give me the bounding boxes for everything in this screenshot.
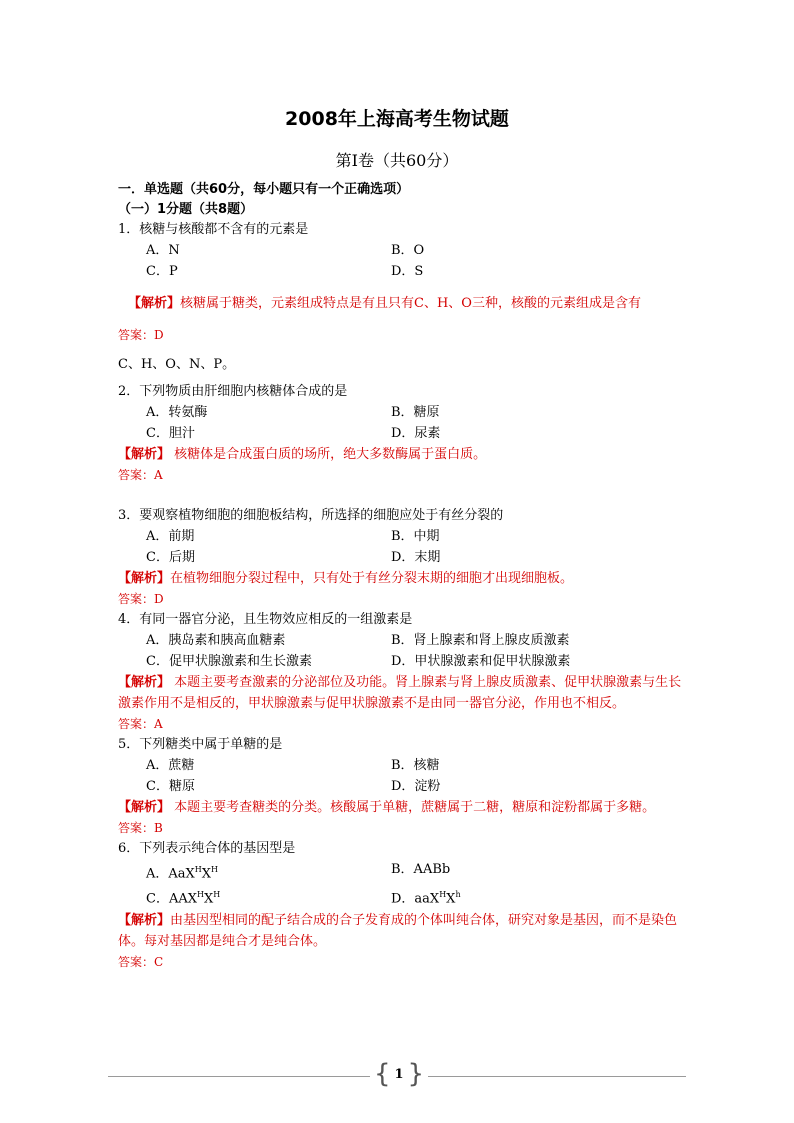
question-4-stem: 4．有同一器官分泌，且生物效应相反的一组激素是 (118, 612, 413, 627)
option: A．$AaX^HX^H$ (146, 865, 219, 882)
question-4-options (118, 630, 688, 672)
question-1-options (118, 240, 688, 282)
question-2-stem: 2．下列物质由肝细胞内核糖体合成的是 (118, 384, 348, 399)
analysis-tag: 【解析】 (118, 447, 171, 462)
option: B．糖原 (391, 405, 440, 420)
question-5-answer: 答案：B (118, 821, 163, 835)
question-6-stem: 6．下列表示纯合体的基因型是 (118, 841, 296, 856)
option: C．糖原 (146, 779, 195, 794)
question-1-extra: C、H、O、N、P。 (118, 357, 236, 372)
page-title: 2008年上海高考生物试题 (285, 108, 509, 130)
option: B．O (391, 243, 425, 258)
footer-rule-right (428, 1076, 686, 1077)
option: D．末期 (391, 550, 441, 565)
option: D．尿素 (391, 426, 441, 441)
analysis-tag: 【解析】 (118, 800, 171, 815)
option: D．甲状腺激素和促甲状腺激素 (391, 654, 571, 669)
option: B．中期 (391, 529, 440, 544)
question-5-options (118, 755, 688, 797)
page-subtitle: 第Ⅰ卷（共60分） (335, 151, 459, 170)
analysis-text: 本题主要考查糖类的分类。核酸属于单糖，蔗糖属于二糖，糖原和淀粉都属于多糖。 (170, 800, 656, 815)
option: A．转氨酶 (146, 405, 208, 420)
analysis-text: 核糖体是合成蛋白质的场所，绝大多数酶属于蛋白质。 (170, 447, 487, 462)
analysis-tag: 【解析】 (118, 571, 171, 586)
analysis-text: 核糖属于糖类，元素组成特点是有且只有C、H、O三种，核酸的元素组成是含有 (180, 296, 641, 311)
content (118, 180, 688, 973)
option: C．后期 (146, 550, 195, 565)
question-3-stem: 3．要观察植物细胞的细胞板结构，所选择的细胞应处于有丝分裂的 (118, 508, 504, 523)
analysis-tag: 【解析】 (128, 296, 181, 311)
question-4-analysis (118, 672, 688, 714)
analysis-tag: 【解析】 (118, 675, 171, 690)
question-6-analysis (118, 910, 688, 952)
question-3-analysis (118, 568, 688, 589)
option: C．促甲状腺激素和生长激素 (146, 654, 312, 669)
question-1-stem: 1．核糖与核酸都不含有的元素是 (118, 222, 309, 237)
subsection-heading: （一）1分题（共8题） (118, 202, 254, 217)
question-6-options (118, 859, 688, 910)
section-heading: 一．单选题（共60分，每小题只有一个正确选项） (118, 182, 410, 197)
question-2-analysis (118, 444, 688, 465)
question-3-options (118, 526, 688, 568)
question-4-answer: 答案：A (118, 717, 163, 731)
analysis-text: 在植物细胞分裂过程中，只有处于有丝分裂末期的细胞才出现细胞板。 (170, 571, 574, 586)
option: A．N (146, 243, 180, 258)
analysis-text: 本题主要考查激素的分泌部位及功能。肾上腺素与肾上腺皮质激素、促甲状腺激素与生长激素作用不是相反的，甲状腺激素与促甲状腺激素不是由同一器官分泌，作用也不相反。 (118, 675, 682, 711)
question-2-options (118, 402, 688, 444)
footer-rule-left (108, 1076, 370, 1077)
option: B．AABb (391, 862, 451, 877)
option: D．淀粉 (391, 779, 441, 794)
option: C．P (146, 264, 178, 279)
option: B．核糖 (391, 758, 440, 773)
question-1-analysis (118, 288, 688, 320)
question-3-answer: 答案：D (118, 592, 164, 606)
question-5-stem: 5．下列糖类中属于单糖的是 (118, 737, 283, 752)
analysis-tag: 【解析】 (118, 912, 171, 928)
option: C．胆汁 (146, 426, 195, 441)
question-5-analysis (118, 797, 688, 818)
option: A．蔗糖 (146, 758, 195, 773)
question-2-answer: 答案：A (118, 468, 163, 482)
option: A．胰岛素和胰高血糖素 (146, 633, 286, 648)
question-6-answer: 答案：C (118, 954, 164, 969)
question-1-answer: 答案：D (118, 328, 164, 342)
option: B．肾上腺素和肾上腺皮质激素 (391, 633, 570, 648)
option: D．S (391, 264, 424, 279)
option: D．$aaX^HX^h$ (391, 890, 461, 907)
analysis-text: 由基因型相同的配子结合成的合子发育成的个体叫纯合体，研究对象是基因，而不是染色体。每对基因都是纯合才是纯合体。 (118, 912, 678, 949)
option: A．前期 (146, 529, 195, 544)
page-number: { 1 } (372, 1060, 426, 1090)
option: C．$AAX^HX^H$ (146, 890, 221, 907)
